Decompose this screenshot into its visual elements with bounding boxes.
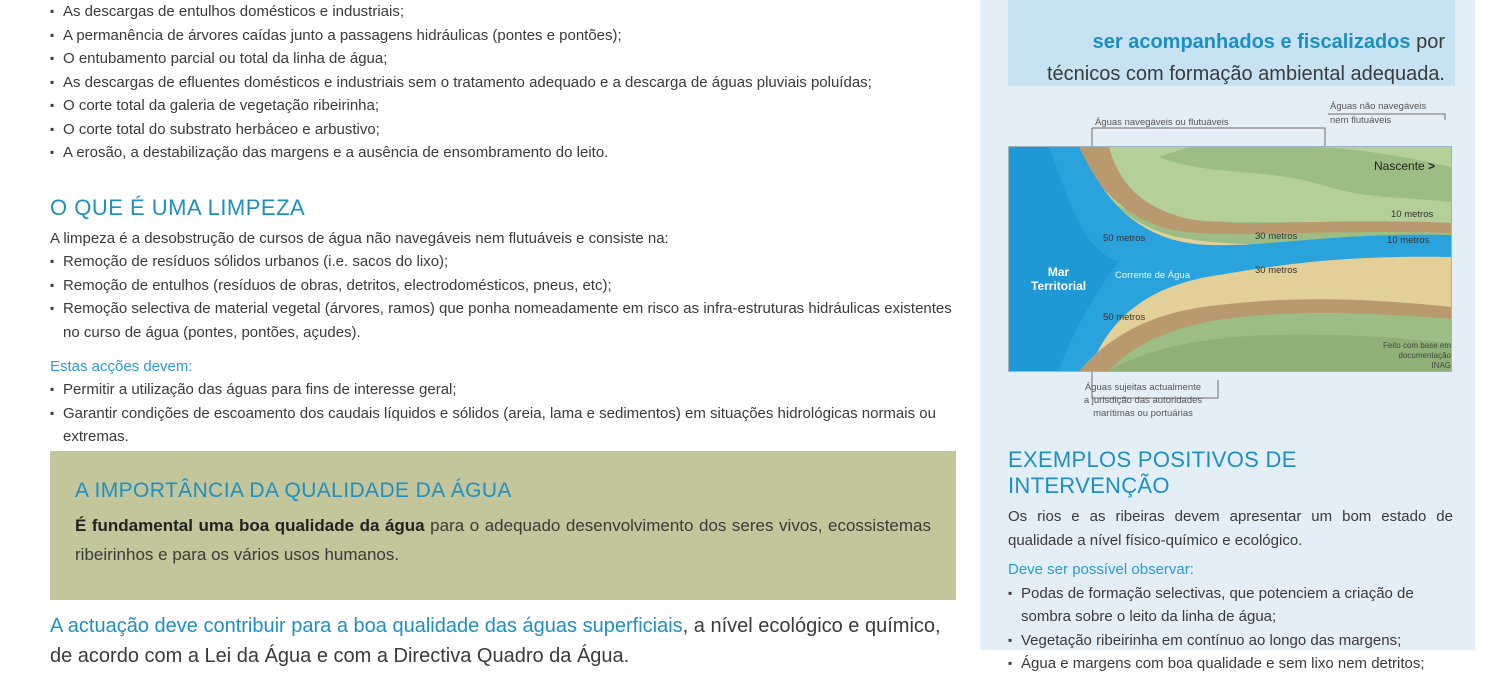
map-credit-2: documentação INAG (1398, 351, 1451, 370)
limpeza-sub-list (50, 378, 955, 449)
limpeza-subheading: Estas acções devem: (50, 358, 193, 375)
source-text: Nascente (1374, 159, 1425, 173)
examples-intro: Os rios e as ribeiras devem apresentar um bom estado de qualidade a nível físico-químico e ecológico. (1008, 508, 1453, 549)
margin-30-top: 30 metros (1255, 231, 1298, 242)
list-item: ▪ Remoção selectiva de material vegetal (árvores, ramos) que ponha nomeadamente em risco as infra-estruturas hidráulicas existentes no curso de água (pontes, pontões, açudes). (50, 297, 955, 344)
jurisdiction-line-3: marítimas ou portuárias (1093, 408, 1193, 419)
jurisdiction-line-2: a jurisdição das autoridades (1083, 395, 1203, 406)
supervision-highlight: ser acompanhados e fiscalizados (1092, 31, 1411, 53)
jurisdiction-line-1: Águas sujeitas actualmente (1084, 382, 1202, 393)
bottom-statement (50, 611, 960, 671)
water-quality-heading: A IMPORTÂNCIA DA QUALIDADE DA ÁGUA (75, 479, 512, 502)
supervision-line2: técnicos com formação ambiental adequada. (1046, 63, 1445, 85)
stream-label: Corrente de Água (1115, 270, 1190, 281)
bottom-highlight: A actuação deve contribuir para a boa qualidade das águas superficiais (50, 615, 683, 637)
list-item: ▪ Remoção de entulhos (resíduos de obras, detritos, electrodomésticos, pneus, etc); (50, 274, 955, 298)
margin-30-bottom: 30 metros (1255, 265, 1298, 276)
list-item: ▪ O entubamento parcial ou total da linha de água; (50, 47, 955, 71)
examples-heading: EXEMPLOS POSITIVOS DE INTERVENÇÃO (1008, 447, 1297, 498)
navigable-waters-label: Águas navegáveis ou flutuáveis (1095, 117, 1229, 128)
examples-section (1008, 447, 1453, 676)
right-sidebar (980, 0, 1475, 672)
non-navigable-label-2: nem flutuáveis (1330, 115, 1392, 126)
water-quality-bold: É fundamental uma boa qualidade da água (75, 516, 425, 535)
list-item: ▪ Água e margens com boa qualidade e sem lixo nem detritos; (1008, 652, 1453, 676)
list-item: ▪ Remoção de resíduos sólidos urbanos (i.e. sacos do lixo); (50, 250, 955, 274)
list-item: ▪ A erosão, a destabilização das margens e a ausência de ensombramento do leito. (50, 141, 955, 165)
list-item: ▪ As descargas de efluentes domésticos e industriais sem o tratamento adequado e a descarga de águas pluviais poluídas; (50, 71, 955, 95)
margin-50-bottom: 50 metros (1103, 312, 1146, 323)
list-item: ▪ O corte total da galeria de vegetação ribeirinha; (50, 94, 955, 118)
water-quality-text (75, 511, 931, 569)
list-item: ▪ As descargas de entulhos domésticos e industriais; (50, 0, 955, 24)
examples-subheading: Deve ser possível observar: (1008, 561, 1194, 578)
list-item: ▪ Permitir a utilização das águas para fins de interesse geral; (50, 378, 955, 402)
margin-50-top: 50 metros (1103, 233, 1146, 244)
list-item: ▪ Garantir condições de escoamento dos caudais líquidos e sólidos (areia, lama e sedimentos) em situações hidrológicas normais ou extremas. (50, 402, 955, 449)
arrow-right-icon: > (1428, 159, 1436, 173)
bottom-rest: , a nível ecológico e químico, (682, 615, 941, 637)
river-zones-map (1008, 146, 1452, 372)
examples-list (1008, 582, 1453, 676)
supervision-text (1008, 0, 1455, 25)
bottom-line2: de acordo com a Lei da Água e com a Directiva Quadro da Água. (50, 645, 630, 667)
limpeza-list (50, 250, 955, 344)
margin-10-bottom: 10 metros (1387, 235, 1430, 246)
supervision-box (1008, 0, 1455, 86)
list-item: ▪ Podas de formação selectivas, que potenciem a criação de sombra sobre o leito da linha de água; (1008, 582, 1453, 629)
left-column (50, 0, 955, 449)
non-navigable-label-1: Águas não navegáveis (1330, 101, 1427, 112)
water-quality-rest: para o adequado desenvolvimento dos seres vivos, ecossistemas ribeirinhos e para os vários usos humanos. (75, 516, 932, 564)
list-item: ▪ A permanência de árvores caídas junto a passagens hidráulicas (pontes e pontões); (50, 24, 955, 48)
water-quality-box (50, 451, 956, 600)
problems-list (50, 0, 955, 165)
jurisdiction-label (1068, 381, 1218, 420)
sea-label-1: Mar (1047, 265, 1070, 279)
sea-label (1031, 265, 1086, 293)
supervision-rest: por (1410, 31, 1445, 53)
margin-10-top: 10 metros (1391, 209, 1434, 220)
map-credit-1: Feito com base em (1382, 341, 1451, 350)
list-item: ▪ Vegetação ribeirinha em contínuo ao longo das margens; (1008, 629, 1453, 653)
list-item: ▪ O corte total do substrato herbáceo e arbustivo; (50, 118, 955, 142)
source-label (1374, 159, 1435, 173)
limpeza-intro: A limpeza é a desobstrução de cursos de água não navegáveis nem flutuáveis e consiste na: (50, 229, 669, 247)
map-credit (1377, 341, 1451, 371)
limpeza-heading: O QUE É UMA LIMPEZA (50, 194, 306, 220)
river-map-illustration (1009, 147, 1451, 371)
supervision-line1 (1008, 25, 1455, 57)
sea-label-2: Territorial (1031, 279, 1087, 293)
